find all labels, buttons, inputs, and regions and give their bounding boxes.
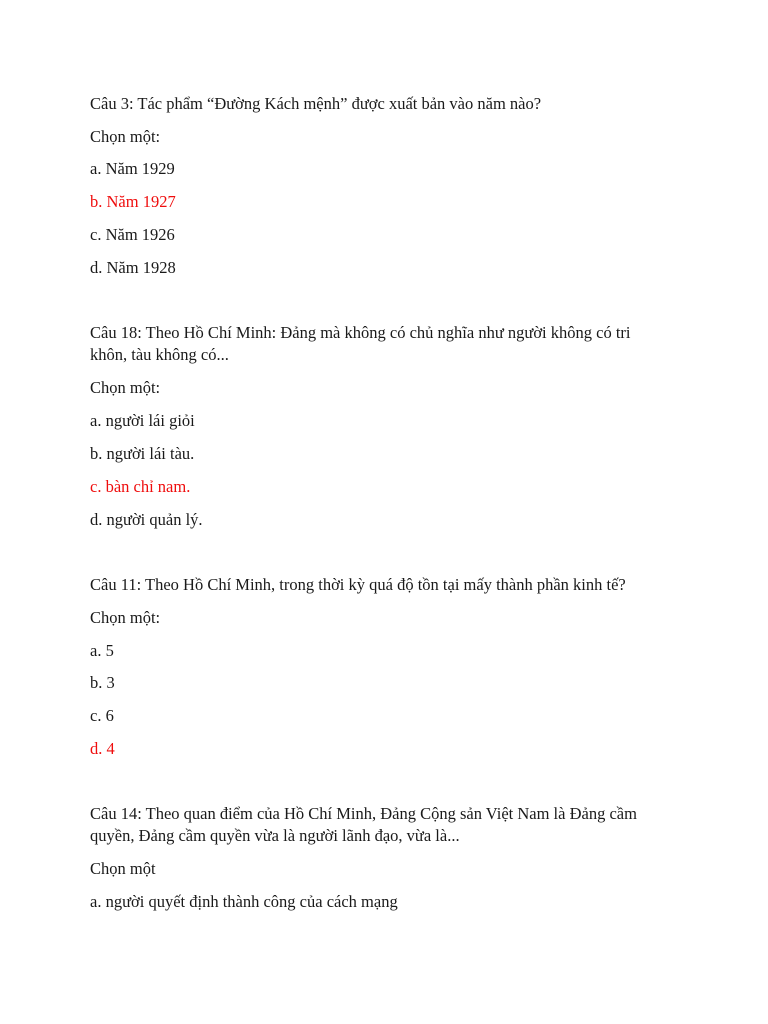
question-text-line-2: khôn, tàu không có... [90, 345, 229, 364]
prompt-text: Chọn một: [90, 378, 161, 397]
prompt-text: Chọn một: [90, 608, 161, 627]
correct-option-text: c. bàn chỉ nam. [90, 477, 191, 496]
option-a [90, 158, 690, 180]
option-text: a. người quyết định thành công của cách mạng [90, 892, 398, 911]
option-a [90, 891, 690, 913]
option-d-correct [90, 738, 690, 760]
option-text: b. người lái tàu. [90, 444, 195, 463]
option-d [90, 257, 690, 279]
correct-option-text: d. 4 [90, 739, 115, 758]
option-text: d. Năm 1928 [90, 258, 176, 277]
option-c [90, 224, 690, 246]
option-c [90, 705, 690, 727]
option-text: a. người lái giỏi [90, 411, 195, 430]
option-d [90, 509, 690, 531]
option-text: c. 6 [90, 706, 114, 725]
choose-one-label [90, 377, 690, 399]
prompt-text: Chọn một [90, 859, 156, 878]
question-text-line-2: quyền, Đảng cầm quyền vừa là người lãnh đạo, vừa là... [90, 826, 460, 845]
question-block-cau-11 [90, 574, 690, 596]
option-c-correct [90, 476, 690, 498]
option-b-correct [90, 191, 690, 213]
option-b [90, 443, 690, 465]
option-text: d. người quản lý. [90, 510, 203, 529]
option-a [90, 640, 690, 662]
prompt-text: Chọn một: [90, 127, 161, 146]
correct-option-text: b. Năm 1927 [90, 192, 176, 211]
option-a [90, 410, 690, 432]
option-text: c. Năm 1926 [90, 225, 175, 244]
choose-one-label [90, 126, 690, 148]
option-text: b. 3 [90, 673, 115, 692]
question-text: Câu 11: Theo Hồ Chí Minh, trong thời kỳ quá độ tồn tại mấy thành phần kinh tế? [90, 575, 626, 594]
question-text: Câu 3: Tác phẩm “Đường Kách mệnh” được xuất bản vào năm nào? [90, 94, 542, 113]
question-block-cau-3 [90, 93, 690, 115]
question-text-line-1: Câu 14: Theo quan điểm của Hồ Chí Minh, Đảng Cộng sản Việt Nam là Đảng cầm [90, 804, 637, 823]
option-text: a. Năm 1929 [90, 159, 175, 178]
option-text: a. 5 [90, 641, 114, 660]
question-text-line-1: Câu 18: Theo Hồ Chí Minh: Đảng mà không có chủ nghĩa như người không có tri [90, 323, 631, 342]
option-b [90, 672, 690, 694]
choose-one-label [90, 858, 690, 880]
question-block-cau-14 [90, 803, 690, 847]
choose-one-label [90, 607, 690, 629]
question-block-cau-18 [90, 322, 690, 366]
